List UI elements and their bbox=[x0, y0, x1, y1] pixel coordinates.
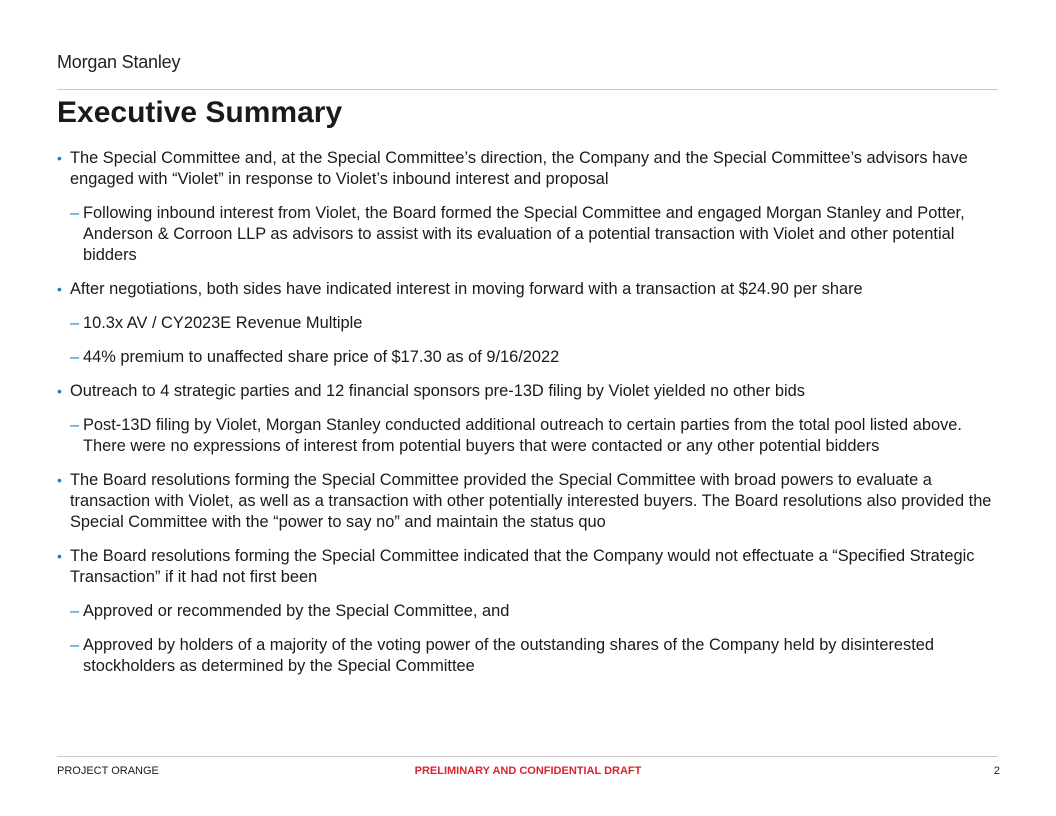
bullet-marker: • bbox=[57, 150, 62, 166]
sub-bullet-item bbox=[57, 415, 1002, 457]
sub-bullet-text: 44% premium to unaffected share price of $17.30 as of 9/16/2022 bbox=[83, 348, 560, 366]
bullet-text: The Special Committee and, at the Special Committee’s direction, the Company and the Special Committee’s advisors have engaged with “Violet” in response to Violet’s inbound interest and proposal bbox=[70, 149, 968, 188]
bullet-item bbox=[57, 279, 1002, 300]
sub-bullet-text: Following inbound interest from Violet, the Board formed the Special Committee and engaged Morgan Stanley and Potter, Anderson & Corroon LLP as advisors to assist with its evaluation of a potential transaction with Violet and other potential bidders bbox=[83, 204, 965, 264]
header-divider bbox=[57, 89, 998, 90]
project-name: PROJECT ORANGE bbox=[57, 765, 159, 777]
sub-bullet-item bbox=[57, 601, 1002, 622]
bullet-text: After negotiations, both sides have indicated interest in moving forward with a transaction at $24.90 per share bbox=[70, 280, 863, 298]
bullet-text: The Board resolutions forming the Special Committee indicated that the Company would not effectuate a “Specified Strategic Transaction” if it had not first been bbox=[70, 547, 975, 586]
dash-marker: – bbox=[70, 204, 80, 222]
bullet-item bbox=[57, 381, 1002, 402]
dash-marker: – bbox=[70, 636, 80, 654]
bullet-text: Outreach to 4 strategic parties and 12 financial sponsors pre-13D filing by Violet yielded no other bids bbox=[70, 382, 805, 400]
sub-bullet-item bbox=[57, 313, 1002, 334]
sub-bullet-item bbox=[57, 203, 1002, 266]
dash-marker: – bbox=[70, 314, 80, 332]
confidential-label: PRELIMINARY AND CONFIDENTIAL DRAFT bbox=[414, 765, 642, 777]
bullet-marker: • bbox=[57, 281, 62, 297]
page-number: 2 bbox=[993, 765, 1000, 777]
bullet-marker: • bbox=[57, 383, 62, 399]
sub-bullet-text: Approved by holders of a majority of the voting power of the outstanding shares of the Company held by disinterested stockholders as determined by the Special Committee bbox=[83, 636, 934, 675]
page-title: Executive Summary bbox=[57, 96, 343, 129]
bullet-text: The Board resolutions forming the Special Committee provided the Special Committee with broad powers to evaluate a transaction with Violet, as well as a transaction with other potentially interested buyers. The Board resolutions also provided the Special Committee with the “power to say no” and maintain the status quo bbox=[70, 471, 992, 531]
sub-bullet-text: Approved or recommended by the Special Committee, and bbox=[83, 602, 510, 620]
dash-marker: – bbox=[70, 416, 80, 434]
sub-bullet-text: Post-13D filing by Violet, Morgan Stanley conducted additional outreach to certain parties from the total pool listed above. There were no expressions of interest from potential buyers that were contacted or any other potential bidders bbox=[83, 416, 962, 455]
sub-bullet-item bbox=[57, 347, 1002, 368]
summary-bullet-list bbox=[57, 148, 1002, 690]
dash-marker: – bbox=[70, 602, 80, 620]
dash-marker: – bbox=[70, 348, 80, 366]
bullet-marker: • bbox=[57, 472, 62, 488]
bullet-item bbox=[57, 470, 1002, 533]
bullet-item bbox=[57, 148, 1002, 190]
footer-divider bbox=[57, 756, 998, 757]
sub-bullet-item bbox=[57, 635, 1002, 677]
morgan-stanley-logo: Morgan Stanley bbox=[57, 52, 181, 72]
bullet-marker: • bbox=[57, 548, 62, 564]
sub-bullet-text: 10.3x AV / CY2023E Revenue Multiple bbox=[83, 314, 363, 332]
bullet-item bbox=[57, 546, 1002, 588]
